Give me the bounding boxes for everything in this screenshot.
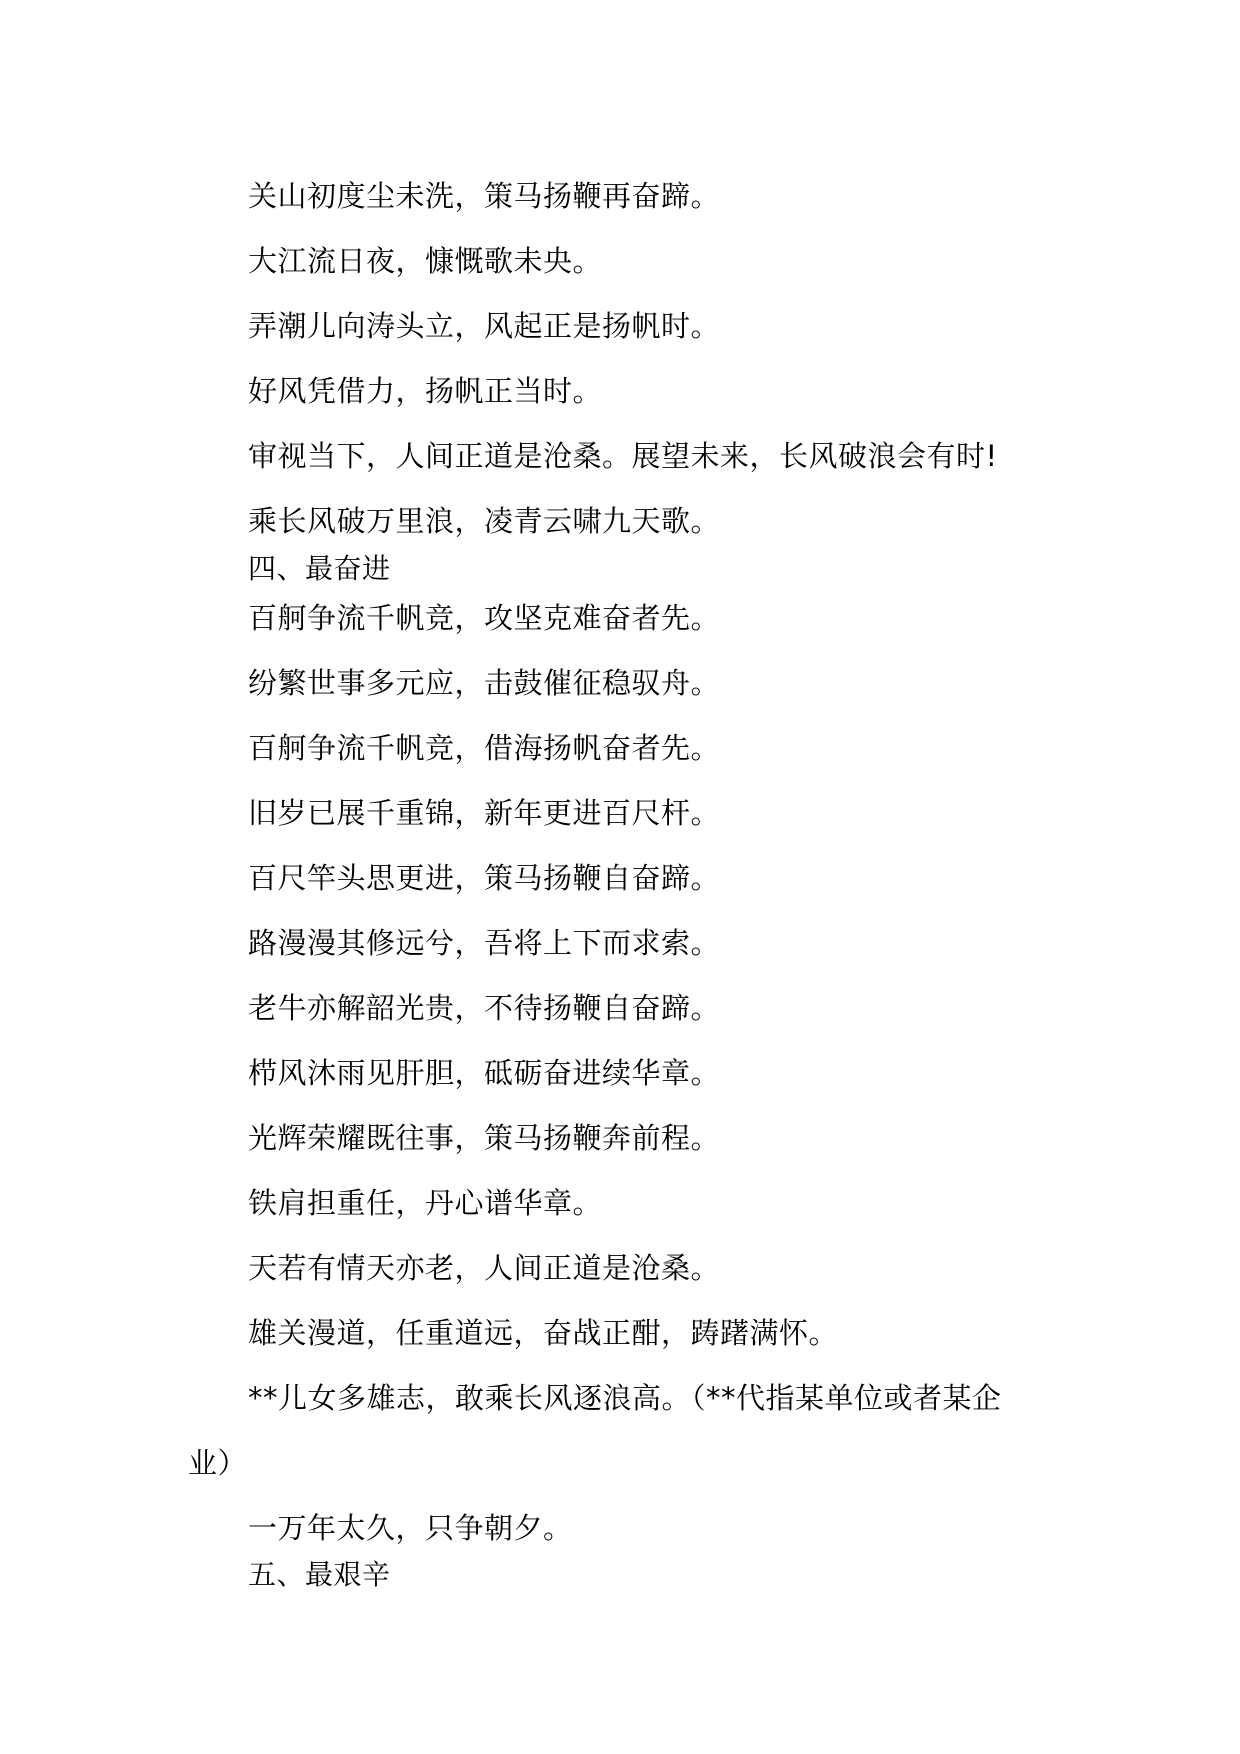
verse-line: 纷繁世事多元应，击鼓催征稳驭舟。 bbox=[248, 666, 721, 700]
verse-line: 老牛亦解韶光贵，不待扬鞭自奋蹄。 bbox=[248, 991, 721, 1025]
verse-line: **儿女多雄志，敢乘长风逐浪高。（**代指某单位或者某企 bbox=[248, 1381, 1002, 1415]
verse-line: 乘长风破万里浪，凌青云啸九天歌。 bbox=[248, 504, 721, 538]
verse-line: 路漫漫其修远兮，吾将上下而求索。 bbox=[248, 926, 721, 960]
verse-line: 栉风沐雨见肝胆，砥砺奋进续华章。 bbox=[248, 1056, 721, 1090]
verse-line: 关山初度尘未洗，策马扬鞭再奋蹄。 bbox=[248, 179, 721, 213]
verse-line: 光辉荣耀既往事，策马扬鞭奔前程。 bbox=[248, 1121, 721, 1155]
section-heading: 四、最奋进 bbox=[248, 552, 391, 585]
verse-line: 百舸争流千帆竞，攻坚克难奋者先。 bbox=[248, 601, 721, 635]
section-heading: 五、最艰辛 bbox=[248, 1558, 391, 1591]
verse-line: 好风凭借力，扬帆正当时。 bbox=[248, 374, 603, 408]
verse-line: 弄潮儿向涛头立，风起正是扬帆时。 bbox=[248, 309, 721, 343]
verse-line: 天若有情天亦老，人间正道是沧桑。 bbox=[248, 1251, 721, 1285]
verse-line: 百尺竿头思更进，策马扬鞭自奋蹄。 bbox=[248, 861, 721, 895]
verse-line: 大江流日夜，慷慨歌未央。 bbox=[248, 244, 603, 278]
verse-line: 雄关漫道，任重道远，奋战正酣，踌躇满怀。 bbox=[248, 1316, 839, 1350]
verse-line: 一万年太久，只争朝夕。 bbox=[248, 1511, 573, 1545]
verse-line: 铁肩担重任，丹心谱华章。 bbox=[248, 1186, 603, 1220]
verse-line: 旧岁已展千重锦，新年更进百尺杆。 bbox=[248, 796, 721, 830]
verse-line-continuation: 业） bbox=[188, 1446, 248, 1480]
verse-line: 百舸争流千帆竞，借海扬帆奋者先。 bbox=[248, 731, 721, 765]
verse-line: 审视当下，人间正道是沧桑。展望未来，长风破浪会有时! bbox=[248, 439, 998, 473]
